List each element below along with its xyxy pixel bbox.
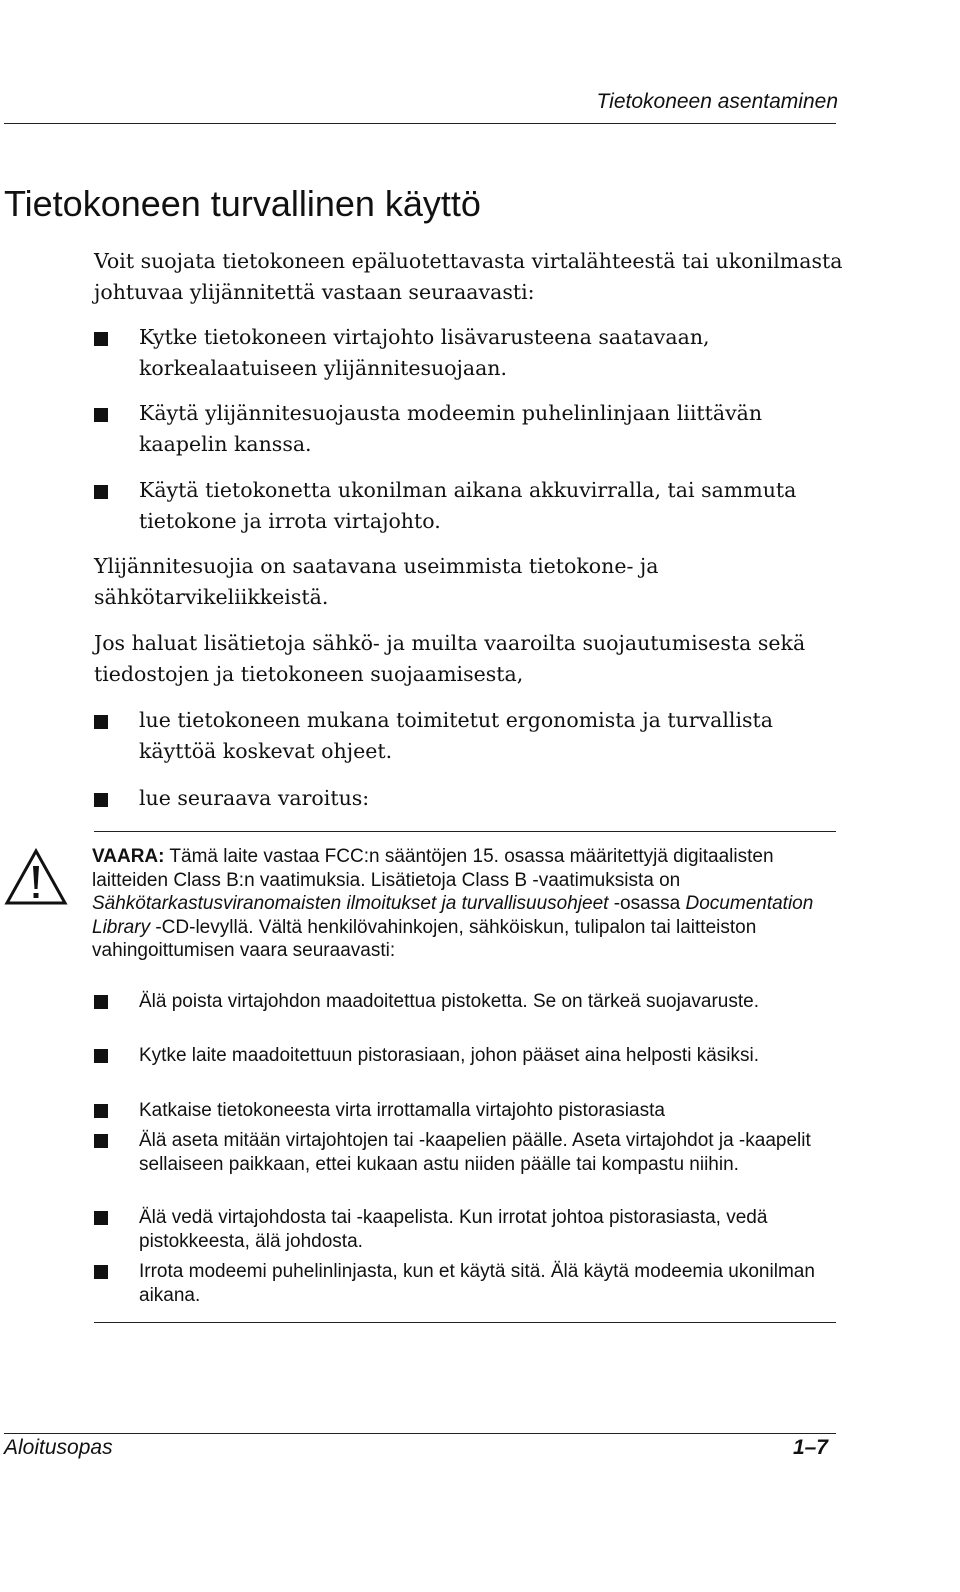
list-item-text: lue tietokoneen mukana toimitetut ergonomista ja turvallista käyttöä koskevat ohjeet. bbox=[139, 708, 774, 763]
warning-triangle-icon bbox=[4, 848, 68, 906]
list-item-text: Kytke tietokoneen virtajohto lisävarusteena saatavaan, korkealaatuiseen ylijännitesuojaan. bbox=[139, 325, 710, 380]
list-item-text: lue seuraava varoitus: bbox=[139, 786, 370, 810]
document-title: Sähkötarkastusviranomaisten ilmoitukset ja turvallisuusohjeet bbox=[92, 893, 609, 914]
bullet-icon bbox=[94, 1134, 108, 1148]
footer-divider bbox=[4, 1433, 836, 1434]
warning-text-part: Tämä laite vastaa FCC:n sääntöjen 15. osassa määritettyjä digitaalisten laitteiden Class B:n vaatimuksia. Lisätietoja Class B -vaatimuksista on bbox=[92, 846, 774, 891]
library-title: Documentation Library bbox=[92, 893, 814, 938]
list-item-text: Käytä tietokonetta ukonilman aikana akkuvirralla, tai sammuta tietokone ja irrota virtajohto. bbox=[139, 478, 797, 533]
warning-top-divider bbox=[94, 831, 836, 832]
bullet-icon bbox=[94, 995, 108, 1009]
footer-book-title: Aloitusopas bbox=[4, 1436, 113, 1459]
bullet-icon bbox=[94, 1104, 108, 1118]
list-item-text: Käytä ylijännitesuojausta modeemin puhelinlinjaan liittävän kaapelin kanssa. bbox=[139, 401, 763, 456]
bullet-icon bbox=[94, 715, 108, 729]
warning-text-part: -CD-levyllä. Vältä henkilövahinkojen, sähköiskun, tulipalon tai laitteiston vahingoittumisen vaara seuraavasti: bbox=[92, 916, 757, 961]
availability-paragraph: Ylijännitesuojia on saatavana useimmista tietokone- ja sähkötarvikeliikkeistä. bbox=[94, 554, 659, 609]
bullet-icon bbox=[94, 1211, 108, 1225]
warning-list-item-text: Älä poista virtajohdon maadoitettua pistoketta. Se on tärkeä suojavaruste. bbox=[139, 991, 759, 1012]
warning-list-item-text: Älä aseta mitään virtajohtojen tai -kaapelien päälle. Aseta virtajohdot ja -kaapelit sellaiseen paikkaan, ettei kukaan astu niiden päälle tai kompastu niihin. bbox=[139, 1130, 811, 1175]
bullet-icon bbox=[94, 332, 108, 346]
more-info-paragraph: Jos haluat lisätietoja sähkö- ja muilta vaaroilta suojautumisesta sekä tiedostojen ja tietokoneen suojaamisesta, bbox=[94, 631, 806, 686]
warning-list-item-text: Älä vedä virtajohdosta tai -kaapelista. Kun irrotat johtoa pistorasiasta, vedä pistokkeesta, älä johdosta. bbox=[139, 1207, 768, 1252]
warning-text-part: -osassa bbox=[608, 893, 686, 914]
page-title: Tietokoneen turvallinen käyttö bbox=[4, 183, 481, 224]
warning-text bbox=[92, 845, 836, 963]
warning-list-item-text: Kytke laite maadoitettuun pistorasiaan, johon pääset aina helposti käsiksi. bbox=[139, 1045, 759, 1066]
bullet-icon bbox=[94, 1265, 108, 1279]
bullet-icon bbox=[94, 485, 108, 499]
running-header: Tietokoneen asentaminen bbox=[596, 90, 838, 113]
warning-list-item-text: Katkaise tietokoneesta virta irrottamalla virtajohto pistorasiasta bbox=[139, 1100, 665, 1121]
intro-paragraph: Voit suojata tietokoneen epäluotettavasta virtalähteestä tai ukonilmasta johtuvaa ylijännitettä vastaan seuraavasti: bbox=[94, 249, 843, 304]
warning-label: VAARA: bbox=[92, 846, 165, 867]
bullet-icon bbox=[94, 793, 108, 807]
bullet-icon bbox=[94, 1049, 108, 1063]
warning-list-item-text: Irrota modeemi puhelinlinjasta, kun et käytä sitä. Älä käytä modeemia ukonilman aikana. bbox=[139, 1261, 815, 1306]
header-divider bbox=[4, 123, 836, 124]
page-number: 1–7 bbox=[792, 1436, 828, 1459]
warning-bottom-divider bbox=[94, 1322, 836, 1323]
bullet-icon bbox=[94, 408, 108, 422]
